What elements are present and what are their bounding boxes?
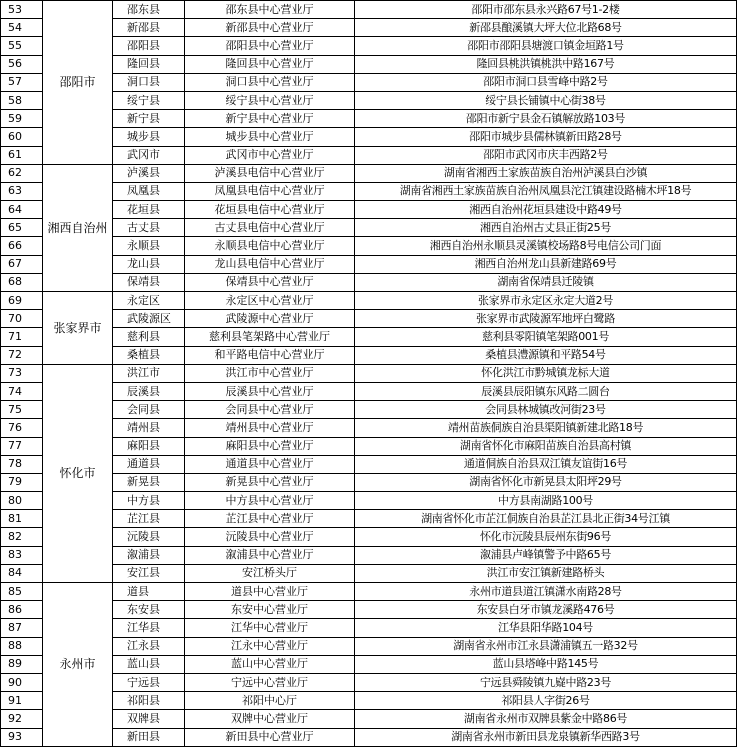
row-number: 91 xyxy=(1,692,43,710)
hall-name-cell: 凤凰县电信中心营业厅 xyxy=(185,182,355,200)
address-cell: 湖南省永州市江永县潇浦镇五一路32号 xyxy=(355,637,737,655)
address-cell: 湘西自治州永顺县灵溪镇校场路8号电信公司门面 xyxy=(355,237,737,255)
county-cell: 永定区 xyxy=(113,292,185,310)
table-row xyxy=(1,364,737,382)
city-cell: 湘西自治州 xyxy=(43,164,113,291)
address-cell: 张家界市武陵源军地坪白鹭路 xyxy=(355,310,737,328)
county-cell: 古丈县 xyxy=(113,219,185,237)
row-number: 68 xyxy=(1,273,43,291)
address-cell: 湖南省湘西土家族苗族自治州泸溪县白沙镇 xyxy=(355,164,737,182)
county-cell: 道县 xyxy=(113,583,185,601)
row-number: 59 xyxy=(1,110,43,128)
row-number: 56 xyxy=(1,55,43,73)
county-cell: 芷江县 xyxy=(113,510,185,528)
county-cell: 江华县 xyxy=(113,619,185,637)
hall-name-cell: 慈利县笔架路中心营业厅 xyxy=(185,328,355,346)
row-number: 53 xyxy=(1,1,43,19)
hall-name-cell: 古丈县电信中心营业厅 xyxy=(185,219,355,237)
address-cell: 新邵县酿溪镇大坪大位北路68号 xyxy=(355,19,737,37)
address-cell: 湘西自治州花垣县建设中路49号 xyxy=(355,201,737,219)
county-cell: 安江县 xyxy=(113,564,185,582)
address-cell: 永州市道县道江镇潇水南路28号 xyxy=(355,583,737,601)
row-number: 86 xyxy=(1,601,43,619)
row-number: 62 xyxy=(1,164,43,182)
county-cell: 武冈市 xyxy=(113,146,185,164)
county-cell: 隆回县 xyxy=(113,55,185,73)
hall-name-cell: 花垣县电信中心营业厅 xyxy=(185,201,355,219)
county-cell: 绥宁县 xyxy=(113,91,185,109)
hall-name-cell: 洪江市中心营业厅 xyxy=(185,364,355,382)
address-cell: 湘西自治州古丈县正街25号 xyxy=(355,219,737,237)
hall-name-cell: 沅陵县中心营业厅 xyxy=(185,528,355,546)
county-cell: 洞口县 xyxy=(113,73,185,91)
address-cell: 绥宁县长铺镇中心街38号 xyxy=(355,91,737,109)
address-cell: 江华县阳华路104号 xyxy=(355,619,737,637)
row-number: 85 xyxy=(1,583,43,601)
address-cell: 邵阳市邵东县永兴路67号1-2楼 xyxy=(355,1,737,19)
county-cell: 永顺县 xyxy=(113,237,185,255)
hall-name-cell: 邵阳县中心营业厅 xyxy=(185,37,355,55)
row-number: 65 xyxy=(1,219,43,237)
row-number: 75 xyxy=(1,401,43,419)
county-cell: 祁阳县 xyxy=(113,692,185,710)
row-number: 84 xyxy=(1,564,43,582)
hall-name-cell: 洞口县中心营业厅 xyxy=(185,73,355,91)
county-cell: 江永县 xyxy=(113,637,185,655)
county-cell: 双牌县 xyxy=(113,710,185,728)
row-number: 72 xyxy=(1,346,43,364)
county-cell: 保靖县 xyxy=(113,273,185,291)
row-number: 64 xyxy=(1,201,43,219)
table-body xyxy=(1,1,737,747)
address-cell: 湖南省怀化市新晃县太阳坪29号 xyxy=(355,473,737,491)
hall-name-cell: 新宁县中心营业厅 xyxy=(185,110,355,128)
county-cell: 凤凰县 xyxy=(113,182,185,200)
row-number: 55 xyxy=(1,37,43,55)
row-number: 67 xyxy=(1,255,43,273)
address-cell: 洪江市安江镇新建路桥头 xyxy=(355,564,737,582)
row-number: 79 xyxy=(1,473,43,491)
hall-name-cell: 和平路电信中心营业厅 xyxy=(185,346,355,364)
address-cell: 湖南省湘西土家族苗族自治州凤凰县沱江镇建设路楠木坪18号 xyxy=(355,182,737,200)
county-cell: 宁远县 xyxy=(113,673,185,691)
address-cell: 溆浦县卢峰镇警予中路65号 xyxy=(355,546,737,564)
county-cell: 麻阳县 xyxy=(113,437,185,455)
county-cell: 新田县 xyxy=(113,728,185,746)
address-cell: 隆回县桃洪镇桃洪中路167号 xyxy=(355,55,737,73)
row-number: 80 xyxy=(1,492,43,510)
hall-name-cell: 宁远中心营业厅 xyxy=(185,673,355,691)
table-row xyxy=(1,292,737,310)
row-number: 88 xyxy=(1,637,43,655)
row-number: 76 xyxy=(1,419,43,437)
row-number: 71 xyxy=(1,328,43,346)
address-cell: 张家界市永定区永定大道2号 xyxy=(355,292,737,310)
city-cell: 怀化市 xyxy=(43,364,113,582)
hall-name-cell: 双牌中心营业厅 xyxy=(185,710,355,728)
address-cell: 祁阳县人字街26号 xyxy=(355,692,737,710)
hall-name-cell: 芷江县中心营业厅 xyxy=(185,510,355,528)
row-number: 87 xyxy=(1,619,43,637)
city-cell: 张家界市 xyxy=(43,292,113,365)
row-number: 66 xyxy=(1,237,43,255)
hall-name-cell: 麻阳县中心营业厅 xyxy=(185,437,355,455)
address-cell: 湘西自治州龙山县新建路69号 xyxy=(355,255,737,273)
hall-name-cell: 中方县中心营业厅 xyxy=(185,492,355,510)
hall-name-cell: 靖州县中心营业厅 xyxy=(185,419,355,437)
row-number: 60 xyxy=(1,128,43,146)
address-cell: 辰溪县辰阳镇东风路二圆台 xyxy=(355,382,737,400)
county-cell: 东安县 xyxy=(113,601,185,619)
row-number: 54 xyxy=(1,19,43,37)
row-number: 90 xyxy=(1,673,43,691)
hall-name-cell: 龙山县电信中心营业厅 xyxy=(185,255,355,273)
address-cell: 东安县白牙市镇龙溪路476号 xyxy=(355,601,737,619)
county-cell: 桑植县 xyxy=(113,346,185,364)
hall-name-cell: 保靖县中心营业厅 xyxy=(185,273,355,291)
address-cell: 慈利县零阳镇笔架路001号 xyxy=(355,328,737,346)
hall-name-cell: 隆回县中心营业厅 xyxy=(185,55,355,73)
address-cell: 邵阳市洞口县雪峰中路2号 xyxy=(355,73,737,91)
county-cell: 靖州县 xyxy=(113,419,185,437)
hall-name-cell: 泸溪县电信中心营业厅 xyxy=(185,164,355,182)
row-number: 81 xyxy=(1,510,43,528)
hall-name-cell: 道县中心营业厅 xyxy=(185,583,355,601)
hall-name-cell: 永定区中心营业厅 xyxy=(185,292,355,310)
address-cell: 湖南省怀化市麻阳苗族自治县高村镇 xyxy=(355,437,737,455)
address-cell: 会同县林城镇改河街23号 xyxy=(355,401,737,419)
county-cell: 沅陵县 xyxy=(113,528,185,546)
table-row xyxy=(1,583,737,601)
hall-name-cell: 绥宁县中心营业厅 xyxy=(185,91,355,109)
address-cell: 邵阳市武冈市庆丰西路2号 xyxy=(355,146,737,164)
row-number: 74 xyxy=(1,382,43,400)
hall-name-cell: 蓝山中心营业厅 xyxy=(185,655,355,673)
hall-name-cell: 江永中心营业厅 xyxy=(185,637,355,655)
county-cell: 龙山县 xyxy=(113,255,185,273)
address-cell: 湖南省永州市新田县龙泉镇新华西路3号 xyxy=(355,728,737,746)
row-number: 78 xyxy=(1,455,43,473)
table-row xyxy=(1,1,737,19)
address-cell: 湖南省永州市双牌县紫金中路86号 xyxy=(355,710,737,728)
row-number: 58 xyxy=(1,91,43,109)
hall-name-cell: 邵东县中心营业厅 xyxy=(185,1,355,19)
county-cell: 花垣县 xyxy=(113,201,185,219)
city-cell: 邵阳市 xyxy=(43,1,113,165)
hall-name-cell: 江华中心营业厅 xyxy=(185,619,355,637)
hall-name-cell: 武冈市中心营业厅 xyxy=(185,146,355,164)
address-cell: 蓝山县塔峰中路145号 xyxy=(355,655,737,673)
county-cell: 邵东县 xyxy=(113,1,185,19)
address-cell: 湖南省怀化市芷江侗族自治县芷江县北正街34号江镇 xyxy=(355,510,737,528)
hall-name-cell: 东安中心营业厅 xyxy=(185,601,355,619)
row-number: 83 xyxy=(1,546,43,564)
row-number: 69 xyxy=(1,292,43,310)
county-cell: 新晃县 xyxy=(113,473,185,491)
county-cell: 洪江市 xyxy=(113,364,185,382)
row-number: 70 xyxy=(1,310,43,328)
hall-name-cell: 新田县中心营业厅 xyxy=(185,728,355,746)
county-cell: 新宁县 xyxy=(113,110,185,128)
address-cell: 邵阳市邵阳县塘渡口镇金垣路1号 xyxy=(355,37,737,55)
address-cell: 邵阳市新宁县金石镇解放路103号 xyxy=(355,110,737,128)
hall-name-cell: 通道县中心营业厅 xyxy=(185,455,355,473)
row-number: 73 xyxy=(1,364,43,382)
address-cell: 桑植县澧源镇和平路54号 xyxy=(355,346,737,364)
address-cell: 宁远县舜陵镇九嶷中路23号 xyxy=(355,673,737,691)
row-number: 77 xyxy=(1,437,43,455)
county-cell: 辰溪县 xyxy=(113,382,185,400)
address-cell: 靖州苗族侗族自治县渠阳镇新建北路18号 xyxy=(355,419,737,437)
county-cell: 城步县 xyxy=(113,128,185,146)
row-number: 89 xyxy=(1,655,43,673)
county-cell: 慈利县 xyxy=(113,328,185,346)
county-cell: 邵阳县 xyxy=(113,37,185,55)
row-number: 57 xyxy=(1,73,43,91)
address-cell: 湖南省保靖县迁陵镇 xyxy=(355,273,737,291)
county-cell: 溆浦县 xyxy=(113,546,185,564)
hall-name-cell: 祁阳中心厅 xyxy=(185,692,355,710)
address-cell: 邵阳市城步县儒林镇新田路28号 xyxy=(355,128,737,146)
row-number: 82 xyxy=(1,528,43,546)
row-number: 63 xyxy=(1,182,43,200)
county-cell: 武陵源区 xyxy=(113,310,185,328)
hall-name-cell: 武陵源中心营业厅 xyxy=(185,310,355,328)
county-cell: 通道县 xyxy=(113,455,185,473)
hall-name-cell: 永顺县电信中心营业厅 xyxy=(185,237,355,255)
address-cell: 怀化市沅陵县辰州东街96号 xyxy=(355,528,737,546)
hall-name-cell: 辰溪县中心营业厅 xyxy=(185,382,355,400)
hall-name-cell: 会同县中心营业厅 xyxy=(185,401,355,419)
county-cell: 新邵县 xyxy=(113,19,185,37)
county-cell: 会同县 xyxy=(113,401,185,419)
hall-name-cell: 溆浦县中心营业厅 xyxy=(185,546,355,564)
county-cell: 中方县 xyxy=(113,492,185,510)
city-cell: 永州市 xyxy=(43,583,113,747)
address-cell: 通道侗族自治县双江镇友谊街16号 xyxy=(355,455,737,473)
county-cell: 泸溪县 xyxy=(113,164,185,182)
table-row xyxy=(1,164,737,182)
hall-name-cell: 安江桥头厅 xyxy=(185,564,355,582)
row-number: 61 xyxy=(1,146,43,164)
county-cell: 蓝山县 xyxy=(113,655,185,673)
address-cell: 中方县南湖路100号 xyxy=(355,492,737,510)
row-number: 93 xyxy=(1,728,43,746)
hall-name-cell: 新晃县中心营业厅 xyxy=(185,473,355,491)
row-number: 92 xyxy=(1,710,43,728)
hall-name-cell: 城步县中心营业厅 xyxy=(185,128,355,146)
hall-name-cell: 新邵县中心营业厅 xyxy=(185,19,355,37)
address-cell: 怀化洪江市黔城镇龙标大道 xyxy=(355,364,737,382)
